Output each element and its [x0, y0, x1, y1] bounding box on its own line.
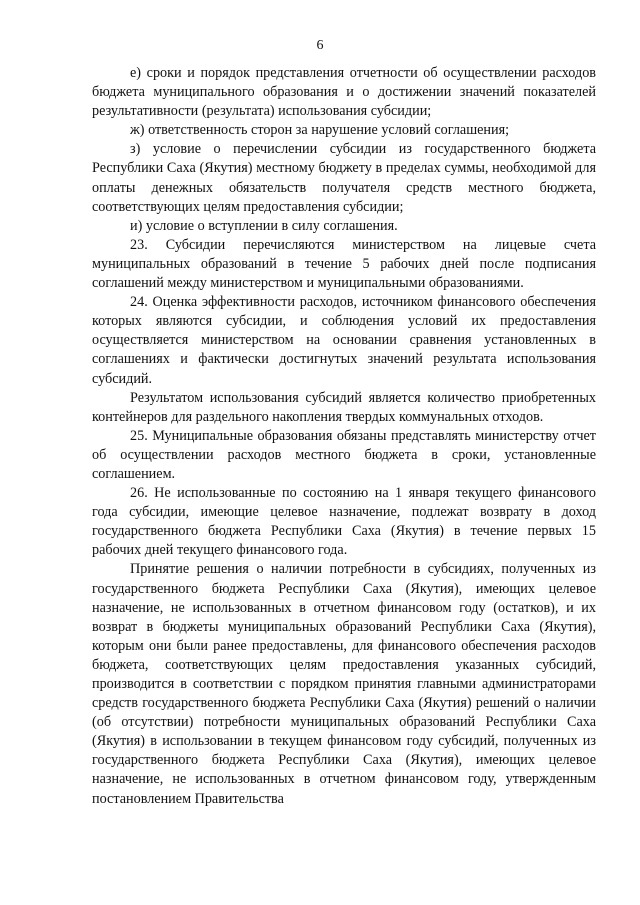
paragraph-23-transfer: 23. Субсидии перечисляются министерством на лицевые счета муниципальных образований в течение 5 рабочих дней после подписания соглашений между министерством и муниципальными образованиями.	[92, 236, 596, 292]
paragraph-24-efficiency: 24. Оценка эффективности расходов, источником финансового обеспечения которых являются субсидии, и соблюдения условий их предоставления осуществляется министерством на основании сравнения установленных в соглашениях и фактически достигнутых значений результата использования субсидий.	[92, 294, 596, 387]
paragraph-z-transfer-condition: з) условие о перечислении субсидии из государственного бюджета Республики Саха (Якутия) местному бюджету в пределах суммы, необходимой для оплаты денежных обязательств получателя средств местного бюджета, соответствующих целям предоставления субсидии;	[92, 141, 596, 215]
paragraph-result-indicator: Результатом использования субсидий является количество приобретенных контейнеров для раздельного накопления твердых коммунальных отходов.	[92, 389, 596, 425]
paragraph-25-reporting: 25. Муниципальные образования обязаны представлять министерству отчет об осуществлении расходов местного бюджета в сроки, установленные соглашением.	[92, 427, 596, 482]
paragraph-e-reporting: е) сроки и порядок представления отчетности об осуществлении расходов бюджета муниципального образования и о достижении значений показателей результативности (результата) использования субсидии;	[92, 65, 596, 120]
page-number: 6	[316, 38, 324, 53]
paragraph-zh-liability: ж) ответственность сторон за нарушение условий соглашения;	[130, 122, 510, 139]
paragraph-26-return: 26. Не использованные по состоянию на 1 января текущего финансового года субсидии, имеющие целевое назначение, подлежат возврату в доход государственного бюджета Республики Саха (Якутия) в течение первых 15 рабочих дней текущего финансового года.	[92, 485, 596, 559]
document-body	[92, 64, 596, 809]
paragraph-need-decision: Принятие решения о наличии потребности в субсидиях, полученных из государственного бюджета Республики Саха (Якутия), имеющих целевое назначение, не использованных в отчетном финансовом году (остатков), и их возврат в бюджеты муниципальных образований Республики Саха (Якутия), которым они были ранее предоставлены, для финансового обеспечения расходов бюджета, соответствующих целям предоставления указанных субсидий, производится в соответствии с порядком принятия главными администраторами средств государственного бюджета Республики Саха (Якутия) решений о наличии (об отсутствии) потребности муниципальных образований Республики Саха (Якутия) в использовании в текущем финансовом году субсидий, полученных из государственного бюджета Республики Саха (Якутия), имеющих целевое назначение, не использованных в отчетном финансовом году, утвержденным постановлением Правительства	[92, 561, 596, 807]
paragraph-i-entry-into-force: и) условие о вступлении в силу соглашения.	[130, 217, 398, 234]
